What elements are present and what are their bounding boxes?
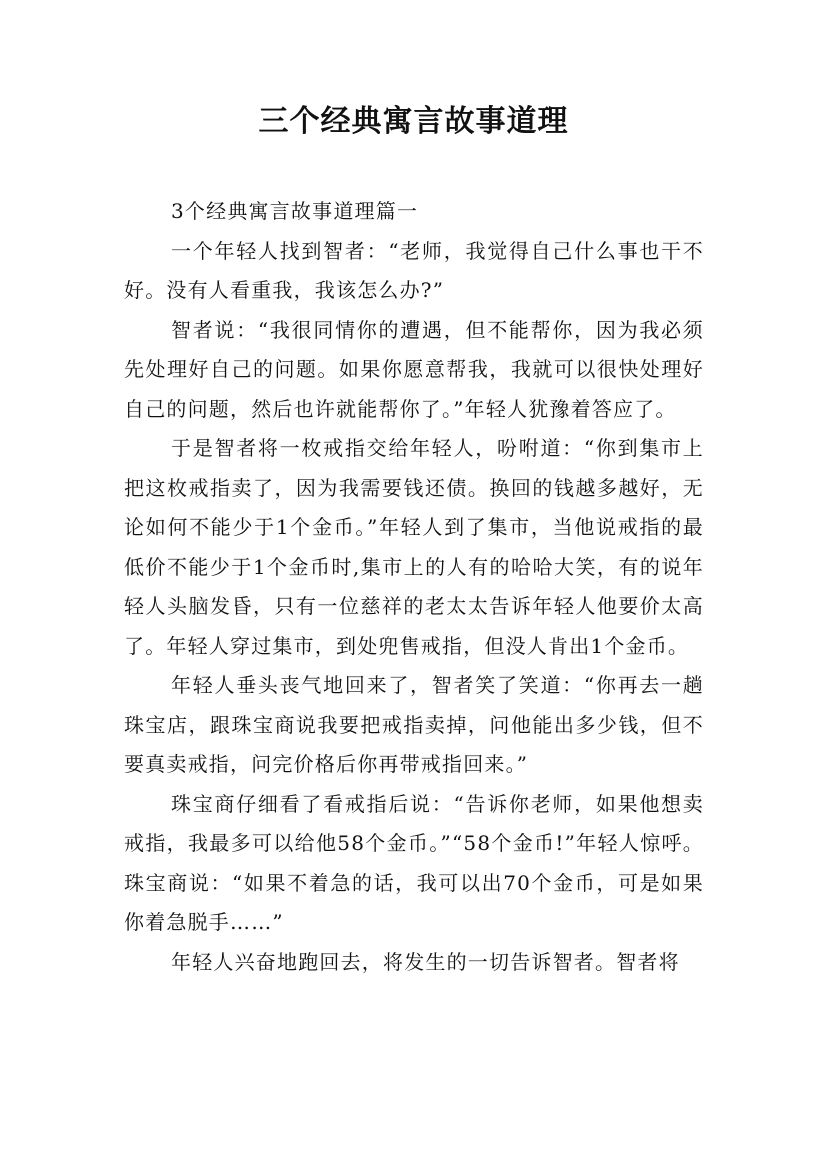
paragraph-1: 一个年轻人找到智者：“老师，我觉得自己什么事也干不好。没有人看重我，我该怎么办?” bbox=[124, 238, 704, 302]
document-title: 三个经典寓言故事道理 bbox=[258, 104, 569, 139]
paragraph-6: 年轻人兴奋地跑回去，将发生的一切告诉智者。智者将 bbox=[171, 949, 680, 974]
section-heading: 3个经典寓言故事道理篇一 bbox=[171, 199, 419, 223]
paragraph-5: 珠宝商仔细看了看戒指后说：“告诉你老师，如果他想卖戒指，我最多可以给他58个金币。”“58个金币!”年轻人惊呼。珠宝商说：“如果不着急的话，我可以出70个金币，可是如果你着急脱手……” bbox=[124, 791, 704, 934]
paragraph-3: 于是智者将一枚戒指交给年轻人，吩咐道：“你到集市上把这枚戒指卖了，因为我需要钱还债。换回的钱越多越好，无论如何不能少于1个金币。”年轻人到了集市，当他说戒指的最低价不能少于1个金币时,集市上的人有的哈哈大笑，有的说年轻人头脑发昏，只有一位慈祥的老太太告诉年轻人他要价太高了。年轻人穿过集市，到处兜售戒指，但没人肯出1个金币。 bbox=[124, 436, 704, 658]
paragraph-4: 年轻人垂头丧气地回来了，智者笑了笑道：“你再去一趟珠宝店，跟珠宝商说我要把戒指卖掉，问他能出多少钱，但不要真卖戒指，问完价格后你再带戒指回来。” bbox=[124, 673, 704, 776]
document-body bbox=[124, 192, 704, 982]
paragraph-2: 智者说：“我很同情你的遭遇，但不能帮你，因为我必须先处理好自己的问题。如果你愿意帮我，我就可以很快处理好自己的问题，然后也许就能帮你了。”年轻人犹豫着答应了。 bbox=[124, 317, 704, 421]
